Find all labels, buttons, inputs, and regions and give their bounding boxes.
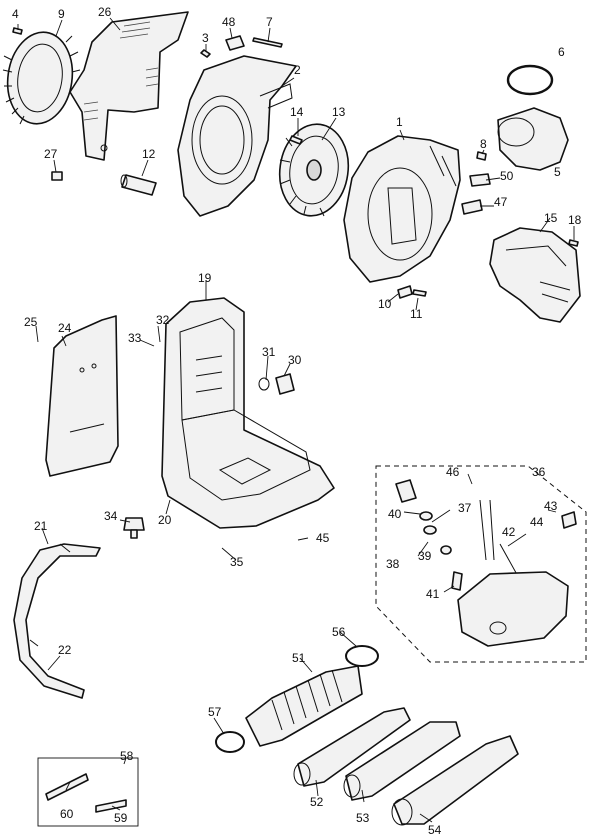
callout-25: 25: [24, 315, 38, 329]
callout-33: 33: [128, 331, 142, 345]
back-pad: [46, 316, 118, 476]
callout-11: 11: [410, 307, 423, 321]
shoulder-harness: [14, 544, 100, 698]
callout-32: 32: [156, 313, 170, 327]
o-ring: [508, 66, 552, 94]
callout-27: 27: [44, 147, 58, 161]
elbow-joint: [498, 108, 568, 170]
callout-42: 42: [502, 525, 516, 539]
callout-31: 31: [262, 345, 276, 359]
callout-47: 47: [494, 195, 508, 209]
callout-36: 36: [532, 465, 546, 479]
air-cleaner-cover: [490, 228, 580, 322]
callout-26: 26: [98, 5, 112, 19]
callout-3: 3: [202, 31, 209, 45]
callout-48: 48: [222, 15, 236, 29]
callout-24: 24: [58, 321, 72, 335]
spacer-pin: [121, 175, 156, 195]
callout-43: 43: [544, 499, 558, 513]
callout-8: 8: [480, 137, 487, 151]
callout-58: 58: [120, 749, 134, 763]
flex-hose: [246, 666, 362, 746]
callout-45: 45: [316, 531, 330, 545]
callout-37: 37: [458, 501, 472, 515]
callout-13: 13: [332, 105, 346, 119]
callout-50: 50: [500, 169, 514, 183]
backpack-frame: [162, 298, 334, 528]
fuel-system-group: [376, 466, 586, 662]
callout-12: 12: [142, 147, 156, 161]
callout-21: 21: [34, 519, 48, 533]
frame-plate: [70, 12, 188, 160]
callout-56: 56: [332, 625, 346, 639]
callout-1: 1: [396, 115, 403, 129]
callout-22: 22: [58, 643, 72, 657]
knob-assembly: [259, 374, 294, 394]
blower-pipes: [294, 708, 518, 825]
callout-40: 40: [388, 507, 402, 521]
callout-41: 41: [426, 587, 440, 601]
callout-34: 34: [104, 509, 118, 523]
callout-60: 60: [60, 807, 74, 821]
callout-53: 53: [356, 811, 370, 825]
callout-39: 39: [418, 549, 432, 563]
callout-59: 59: [114, 811, 128, 825]
callout-10: 10: [378, 297, 392, 311]
callout-44: 44: [530, 515, 544, 529]
callout-46: 46: [446, 465, 460, 479]
callout-6: 6: [558, 45, 565, 59]
callout-52: 52: [310, 795, 324, 809]
callout-4: 4: [12, 7, 19, 21]
callout-18: 18: [568, 213, 582, 227]
callout-9: 9: [58, 7, 65, 21]
callout-20: 20: [158, 513, 172, 527]
callout-51: 51: [292, 651, 306, 665]
callout-54: 54: [428, 823, 442, 837]
callout-19: 19: [198, 271, 212, 285]
callout-5: 5: [554, 165, 561, 179]
callout-35: 35: [230, 555, 244, 569]
callout-2: 2: [294, 63, 301, 77]
fan-guard-ring: [2, 28, 80, 128]
callout-7: 7: [266, 15, 273, 29]
callout-38: 38: [386, 557, 400, 571]
callout-15: 15: [544, 211, 558, 225]
fan-case: [344, 136, 460, 282]
callout-30: 30: [288, 353, 302, 367]
callout-57: 57: [208, 705, 222, 719]
fan-impeller: [274, 120, 354, 221]
volute-case: [178, 56, 296, 216]
callout-14: 14: [290, 105, 304, 119]
